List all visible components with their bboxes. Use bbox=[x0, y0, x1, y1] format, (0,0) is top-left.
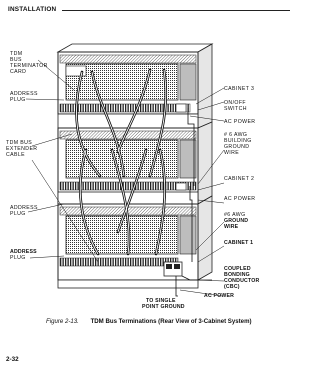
cbc-label-1: COUPLED bbox=[224, 266, 251, 272]
ground-wire-mid-label-2: GROUND bbox=[224, 218, 249, 224]
address-plug-mid-label-1: ADDRESS bbox=[10, 205, 38, 211]
address-plug-mid-label-2: PLUG bbox=[10, 211, 26, 217]
cbc-label-3: CONDUCTOR bbox=[224, 278, 260, 284]
figure-caption bbox=[46, 318, 252, 325]
terminator-card-label-1: TDM bbox=[10, 51, 23, 57]
address-plug-bottom-label-2: PLUG bbox=[10, 255, 26, 261]
single-point-ground-label-1: TO SINGLE bbox=[146, 298, 176, 304]
cabinet-2-label: CABINET 2 bbox=[224, 176, 255, 182]
address-plug-bottom-label-1: ADDRESS bbox=[10, 249, 37, 255]
ground-wire-top-label-4: WIRE bbox=[224, 150, 240, 156]
cbc-label-2: BONDING bbox=[224, 272, 250, 278]
single-point-ground-label-2: POINT GROUND bbox=[142, 304, 185, 310]
left-labels bbox=[6, 51, 48, 261]
terminator-card-label-4: CARD bbox=[10, 69, 27, 75]
extender-cable-label-3: CABLE bbox=[6, 152, 26, 158]
ac-power-mid-label: AC POWER bbox=[224, 196, 256, 202]
ground-wire-top-label-2: BUILDING bbox=[224, 138, 252, 144]
section-header: INSTALLATION bbox=[8, 6, 57, 13]
extender-cable-label-1: TDM BUS bbox=[6, 140, 33, 146]
figure-number: Figure 2-13. bbox=[46, 318, 79, 325]
address-plug-top-label-1: ADDRESS bbox=[10, 91, 38, 97]
ground-wire-mid-label-3: WIRE bbox=[224, 224, 239, 230]
address-plug-top-label-2: PLUG bbox=[10, 97, 26, 103]
terminator-card-label-3: TERMINATOR bbox=[10, 63, 48, 69]
cbc-label-4: (CBC) bbox=[224, 284, 240, 290]
ground-wire-top-label-3: GROUND bbox=[224, 144, 250, 150]
ac-power-top-label: AC POWER bbox=[224, 119, 256, 125]
cabinet-1-label: CABINET 1 bbox=[224, 240, 254, 246]
terminator-card-label-2: BUS bbox=[10, 57, 22, 63]
figure-caption-text: TDM Bus Terminations (Rear View of 3-Cabinet System) bbox=[90, 318, 252, 325]
ground-wire-mid-label-1: #6 AWG bbox=[224, 212, 246, 218]
ground-wire-top-label-1: # 6 AWG bbox=[224, 132, 248, 138]
page-number: 2-32 bbox=[6, 356, 19, 363]
cabinet-3-label: CABINET 3 bbox=[224, 86, 255, 92]
on-off-switch-label-2: SWITCH bbox=[224, 106, 247, 112]
ac-power-bottom-label: AC POWER bbox=[204, 293, 235, 299]
on-off-switch-label-1: ON/OFF bbox=[224, 100, 246, 106]
extender-cable-label-2: EXTENDER bbox=[6, 146, 38, 152]
